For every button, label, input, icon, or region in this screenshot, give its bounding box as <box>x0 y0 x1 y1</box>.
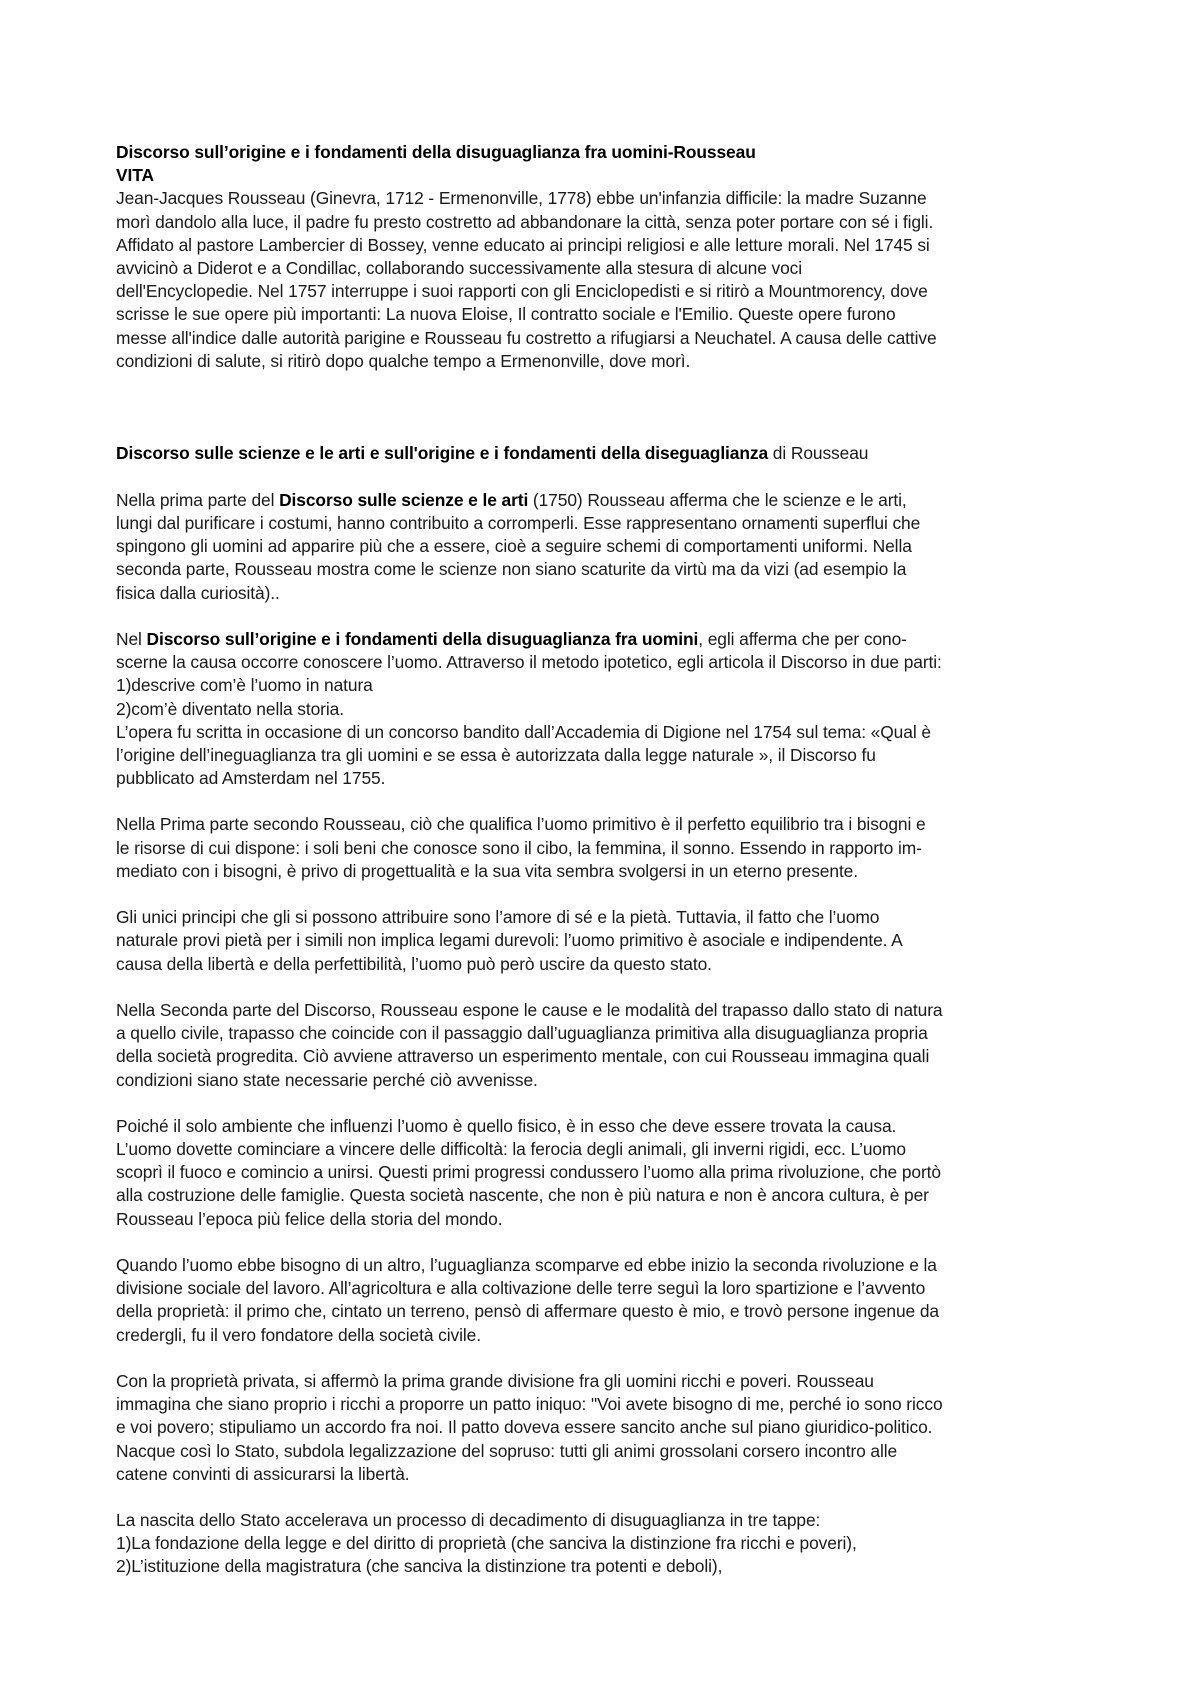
text-line: Nella Seconda parte del Discorso, Rousseau espone le cause e le modalità del trapasso dallo stato di natura <box>116 999 943 1020</box>
text-line: della società progredita. Ciò avviene attraverso un esperimento mentale, con cui Rousseau immagina quali <box>116 1046 930 1067</box>
vita-paragraph <box>116 187 1106 373</box>
text-line: condizioni di salute, si ritirò dopo qualche tempo a Ermenonville, dove morì. <box>116 350 691 371</box>
paragraph <box>116 906 1106 976</box>
text-line: scrisse le sue opere più importanti: La nuova Eloise, Il contratto sociale e l'Emilio. Queste opere furono <box>116 304 896 325</box>
text-line: La nascita dello Stato accelerava un processo di decadimento di disuguaglianza in tre tappe: <box>116 1510 821 1531</box>
text-line: Poiché il solo ambiente che influenzi l’uomo è quello fisico, è in esso che deve essere trovata la causa. <box>116 1115 897 1136</box>
text-line: le risorse di cui dispone: i soli beni che conosce sono il cibo, la femmina, il sonno. Essendo in rapporto im- <box>116 837 922 858</box>
paragraph <box>116 813 1106 883</box>
text-line: avvicinò a Diderot e a Condillac, collaborando successivamente alla stesura di alcune voci <box>116 257 803 278</box>
text-line: 2)com’è diventato nella storia. <box>116 698 344 719</box>
text-line: L’opera fu scritta in occasione di un concorso bandito dall’Accademia di Digione nel 1754 sul tema: «Qual è <box>116 721 931 742</box>
section-heading: Discorso sulle scienze e le arti e sull'origine e i fondamenti della diseguaglianza di Rousseau <box>116 443 869 464</box>
vita-heading: VITA <box>116 165 154 186</box>
paragraph <box>116 1370 1106 1486</box>
text-line: Con la proprietà privata, si affermò la prima grande divisione fra gli uomini ricchi e poveri. Rousseau <box>116 1370 874 1391</box>
text-line: lungi dal purificare i costumi, hanno contribuito a corromperli. Esse rappresentano ornamenti superflui che <box>116 513 921 534</box>
text-line: catene convinti di assicurarsi la libertà. <box>116 1463 410 1484</box>
text-line: Jean-Jacques Rousseau (Ginevra, 1712 - Ermenonville, 1778) ebbe un'infanzia difficile: la madre Suzanne <box>116 188 927 209</box>
paragraph <box>116 1115 1106 1231</box>
text-line: scoprì il fuoco e comincio a unirsi. Questi primi progressi condussero l’uomo alla prima rivoluzione, che portò <box>116 1162 941 1183</box>
text-line: 2)L’istituzione della magistratura (che sanciva la distinzione tra potenti e deboli), <box>116 1556 723 1577</box>
text-line: condizioni siano state necessarie perché ciò avvenisse. <box>116 1069 538 1090</box>
text-line: Affidato al pastore Lambercier di Bossey, venne educato ai principi religiosi e alle letture morali. Nel 1745 si <box>116 234 930 255</box>
text-line: scerne la causa occorre conoscere l’uomo. Attraverso il metodo ipotetico, egli articola il Discorso in due parti: <box>116 652 942 673</box>
text-line: Gli unici principi che gli si possono attribuire sono l’amore di sé e la pietà. Tuttavia, il fatto che l’uomo <box>116 907 880 928</box>
paragraph <box>116 1509 1106 1579</box>
text-line: L’uomo dovette cominciare a vincere delle difficoltà: la ferocia degli animali, gli inverni rigidi, ecc. L’uomo <box>116 1139 906 1160</box>
text-line: Nacque così lo Stato, subdola legalizzazione del sopruso: tutti gli animi grossolani corsero incontro alle <box>116 1440 898 1461</box>
text-line: della proprietà: il primo che, cintato un terreno, pensò di affermare questo è mio, e trovò persone ingenue da <box>116 1301 939 1322</box>
text-line: seconda parte, Rousseau mostra come le scienze non siano scaturite da virtù ma da vizi (ad esempio la <box>116 559 907 580</box>
text-line: Nella Prima parte secondo Rousseau, ciò che qualifica l’uomo primitivo è il perfetto equilibrio tra i bisogni e <box>116 814 926 835</box>
text-line: messe all'indice dalle autorità parigine e Rousseau fu costretto a rifugiarsi a Neuchatel. A causa delle cattive <box>116 327 937 348</box>
text-line: immagina che siano proprio i ricchi a proporre un patto iniquo: "Voi avete bisogno di me, perché io sono ricco <box>116 1394 943 1415</box>
body-paragraphs <box>116 790 1106 1578</box>
text-line: morì dandolo alla luce, il padre fu presto costretto ad abbandonare la città, senza poter portare con sé i figli. <box>116 211 934 232</box>
text-line: alla costruzione delle famiglie. Questa società nascente, che non è più natura e non è ancora cultura, è per <box>116 1185 929 1206</box>
text-line: e voi povero; stipuliamo un accordo fra noi. Il patto doveva essere sancito anche sul piano giuridico-politico. <box>116 1417 933 1438</box>
text-line: pubblicato ad Amsterdam nel 1755. <box>116 768 386 789</box>
text-line: 1)La fondazione della legge e del diritto di proprietà (che sanciva la distinzione fra ricchi e poveri), <box>116 1533 857 1554</box>
text-line: Rousseau l’epoca più felice della storia del mondo. <box>116 1208 503 1229</box>
paragraph <box>116 999 1106 1092</box>
text-line: l’origine dell’ineguaglianza tra gli uomini e se essa è autorizzata dalla legge naturale », il Discorso fu <box>116 744 876 765</box>
document-page <box>116 141 1106 1579</box>
text-line: 1)descrive com’è l’uomo in natura <box>116 675 373 696</box>
text-line: a quello civile, trapasso che coincide con il passaggio dall’uguaglianza primitiva alla disuguaglianza propria <box>116 1023 928 1044</box>
text-line: fisica dalla curiosità).. <box>116 582 280 603</box>
text-line: spingono gli uomini ad apparire più che a essere, cioè a seguire schemi di comportamenti uniformi. Nella <box>116 536 912 557</box>
paragraph-scienze-arti: Nella prima parte del Discorso sulle scienze e le arti (1750) Rousseau afferma che le scienze e le arti, lungi dal purificare i costumi, hanno contribuito a corromperli. Esse rappresentano ornamenti superflui che spingono gli uomini ad apparire più che a essere, cioè a seguire schemi di comportamenti uniformi. Nella seconda parte, Rousseau mostra come le scienze non siano scaturite da virtù ma da vizi (ad esempio la fisica dalla curiosità).. <box>116 489 1106 605</box>
text-line: naturale provi pietà per i simili non implica legami durevoli: l’uomo primitivo è asociale e indipendente. A <box>116 930 903 951</box>
text-line: mediato con i bisogni, è privo di progettualità e la sua vita sembra svolgersi in un eterno presente. <box>116 860 858 881</box>
text-line: credergli, fu il vero fondatore della società civile. <box>116 1324 481 1345</box>
text-line: Quando l’uomo ebbe bisogno di un altro, l’uguaglianza scomparve ed ebbe inizio la seconda rivoluzione e la <box>116 1255 937 1276</box>
text-line: causa della libertà e della perfettibilità, l’uomo può però uscire da questo stato. <box>116 953 712 974</box>
document-title: Discorso sull’origine e i fondamenti della disuguaglianza fra uomini-Rousseau <box>116 142 756 162</box>
paragraph-discorso-origine: Nel Discorso sull’origine e i fondamenti della disuguaglianza fra uomini, egli afferma che per cono- scerne la causa occorre conoscere l’uomo. Attraverso il metodo ipotetico, egli articola il Discorso in due parti: 1)descrive com’è l’uomo in natura 2)com’è diventato nella storia. L’opera fu scritta in occasione di un concorso bandito dall’Accademia di Digione nel 1754 sul tema: «Qual è l’origine dell’ineguaglianza tra gli uomini e se essa è autorizzata dalla legge naturale », il Discorso fu pubblicato ad Amsterdam nel 1755. <box>116 628 1106 790</box>
text-line: divisione sociale del lavoro. All’agricoltura e alla coltivazione delle terre seguì la loro spartizione e l’avvento <box>116 1278 926 1299</box>
text-line: dell'Encyclopedie. Nel 1757 interruppe i suoi rapporti con gli Enciclopedisti e si ritirò a Mountmorency, dove <box>116 281 928 302</box>
paragraph <box>116 1254 1106 1347</box>
